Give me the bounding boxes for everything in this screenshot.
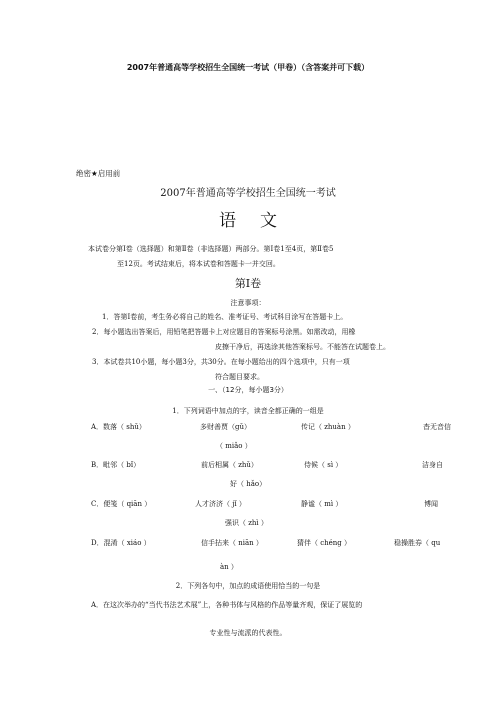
question-2-stem: 2．下列各句中，加点的成语使用恰当的一句是: [175, 582, 321, 590]
section-heading-juan1: 第Ⅰ卷: [234, 277, 262, 290]
notice-3-line-2: 符合题目要求。: [215, 373, 264, 381]
notice-1: 1．答第Ⅰ卷前，考生务必将自己的姓名、准考证号、考试科目涂写在答题卡上。: [102, 313, 348, 321]
q1-option-c-cont: 强识（ zhì ）: [225, 519, 268, 527]
q1-option-d-part-3: 猜伴（ chéng ）: [297, 539, 352, 547]
q1-option-b-cont: 好（ hǎo）: [230, 480, 267, 488]
q1-option-c-part-3: 静谧（ mì ）: [301, 500, 343, 508]
q1-option-b-part-1: B．毗邻（ bǐ）: [91, 461, 141, 469]
q1-option-c-part-1: C．便笺（ qiān ）: [91, 500, 152, 508]
notice-title: 注意事项：: [230, 299, 266, 307]
q1-option-a-part-1: A．数落（ shǔ）: [91, 423, 146, 431]
q1-option-d-part-2: 信手拈来（ niān ）: [201, 539, 263, 547]
exam-name: 2007年普通高等学校招生全国统一考试: [160, 188, 336, 199]
document-title: 2007年普通高等学校招生全国统一考试（甲卷）（含答案并可下载）: [126, 63, 370, 72]
notice-2-line-2: 皮擦干净后，再选涂其他答案标号。不能答在试题卷上。: [215, 343, 390, 351]
intro-line-2: 至12页。考试结束后，将本试卷和答题卡一并交回。: [117, 260, 280, 268]
subject-title: 语文: [219, 211, 301, 231]
intro-line-1: 本试卷分第Ⅰ卷（选择题）和第Ⅱ卷（非选择题）两部分。第Ⅰ卷1至4页，第Ⅱ卷5: [88, 245, 334, 253]
question-1-stem: 1．下列词语中加点的字，读音全都正确的一组是: [172, 407, 324, 415]
q1-option-b-part-3: 侍候（ sì ）: [304, 461, 343, 469]
q1-option-b-part-2: 前后相属（ zhǔ）: [201, 461, 258, 469]
q1-option-d-part-1: D．混淆（ xiáo ）: [91, 539, 151, 547]
q1-option-b-part-4: 洁身自: [422, 461, 443, 469]
q1-option-a-part-4: 杳无音信: [423, 423, 451, 431]
q1-option-c-part-2: 人才济济（ jǐ ）: [195, 500, 246, 508]
q2-option-a-line-2: 专业性与流派的代表性。: [209, 629, 287, 637]
section-1-heading: 一、（12分，每小题3分）: [208, 386, 288, 394]
confidential-label: 绝密★启用前: [76, 169, 121, 178]
q1-option-d-part-4: 稳操胜券（ qu: [394, 539, 441, 547]
q1-option-a-cont: （ miǎo ）: [216, 442, 252, 450]
q2-option-a-line-1: A．在这次举办的“当代书法艺术展”上，各种书体与风格的作品等量齐观，保证了展览的: [91, 601, 363, 609]
q1-option-c-part-4: 博闻: [424, 500, 438, 508]
notice-2-line-1: 2．每小题选出答案后，用铅笔把答题卡上对应题目的答案标号涂黑。如需改动，用橡: [92, 328, 356, 336]
notice-3-line-1: 3．本试卷共10小题，每小题3分，共30分。在每小题给出的四个选项中，只有一项: [92, 358, 350, 366]
q1-option-a-part-3: 传记（ zhuàn ）: [301, 423, 355, 431]
q1-option-a-part-2: 多财善贾（gǔ）: [200, 423, 251, 431]
q1-option-d-cont: àn ）: [220, 563, 238, 571]
